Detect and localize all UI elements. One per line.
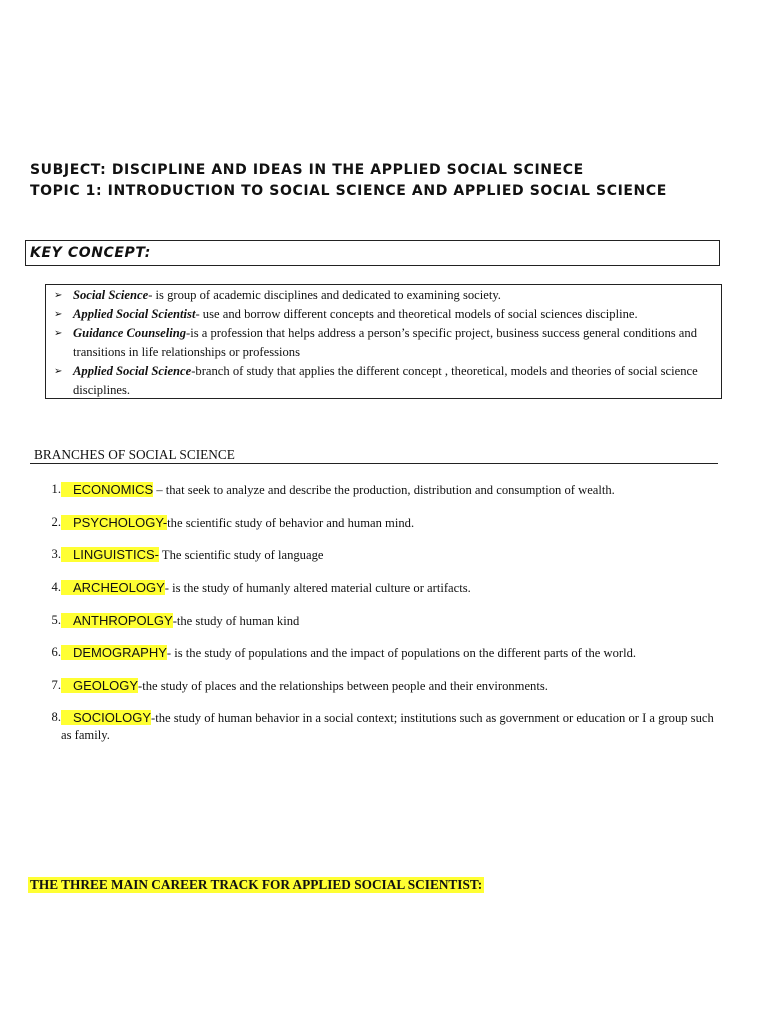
list-item	[45, 709, 725, 744]
definition-item	[54, 305, 714, 324]
list-number: 1.	[51, 482, 61, 496]
branch-description: the scientific study of behavior and human mind.	[167, 516, 415, 530]
branch-term: LINGUISTICS-	[61, 547, 159, 562]
subject-heading: SUBJECT: DISCIPLINE AND IDEAS IN THE APPLIED SOCIAL SCINECE	[30, 162, 584, 178]
list-item	[45, 644, 725, 662]
list-item	[45, 481, 725, 499]
branch-term: ARCHEOLOGY	[61, 580, 165, 595]
branch-term: ECONOMICS	[61, 482, 153, 497]
list-item	[45, 612, 725, 630]
definition-text: - use and borrow different concepts and theoretical models of social sciences discipline.	[195, 307, 638, 321]
key-concept-box	[25, 240, 720, 266]
career-track-heading: THE THREE MAIN CAREER TRACK FOR APPLIED SOCIAL SCIENTIST:	[30, 877, 483, 892]
key-concept-title: KEY CONCEPT:	[30, 245, 151, 261]
definitions-box	[45, 284, 722, 399]
list-item	[45, 514, 725, 532]
list-number: 5.	[51, 613, 61, 627]
list-number: 8.	[51, 710, 61, 724]
list-number: 3.	[51, 547, 61, 561]
definition-item	[54, 362, 714, 400]
branch-term: SOCIOLOGY	[61, 710, 151, 725]
list-item	[45, 546, 725, 564]
definition-text: - is group of academic disciplines and dedicated to examining society.	[148, 288, 501, 302]
list-number: 4.	[51, 580, 61, 594]
branch-term: DEMOGRAPHY	[61, 645, 167, 660]
branch-term: GEOLOGY	[61, 678, 138, 693]
arrowhead-bullet-icon: ➢	[54, 328, 63, 339]
definition-term: Social Science	[73, 288, 149, 302]
list-number: 6.	[51, 645, 61, 659]
definition-term: Guidance Counseling	[73, 326, 187, 340]
branch-description: - is the study of populations and the impact of populations on the different parts of the world.	[166, 646, 637, 660]
branch-description: The scientific study of language	[158, 548, 324, 562]
definition-item	[54, 324, 714, 362]
definition-item	[54, 286, 714, 305]
branch-term: PSYCHOLOGY-	[61, 515, 167, 530]
branch-description: – that seek to analyze and describe the production, distribution and consumption of wealth.	[153, 483, 615, 497]
arrowhead-bullet-icon: ➢	[54, 366, 63, 377]
definition-term: Applied Social Scientist	[73, 307, 196, 321]
topic-heading: TOPIC 1: INTRODUCTION TO SOCIAL SCIENCE AND APPLIED SOCIAL SCIENCE	[30, 183, 667, 199]
arrowhead-bullet-icon: ➢	[54, 290, 63, 301]
branch-description: - is the study of humanly altered material culture or artifacts.	[164, 581, 471, 595]
definition-text: -is a profession that helps address a person’s specific project, business success general conditions and transitions in life relationships or professions	[73, 326, 697, 359]
list-number: 2.	[51, 515, 61, 529]
definition-text: -branch of study that applies the different concept , theoretical, models and theories of social science disciplines.	[73, 364, 698, 397]
arrowhead-bullet-icon: ➢	[54, 309, 63, 320]
list-number: 7.	[51, 678, 61, 692]
branch-description: -the study of human behavior in a social context; institutions such as government or education or I a group such as family.	[61, 711, 714, 742]
list-item	[45, 677, 725, 695]
branch-term: ANTHROPOLGY	[61, 613, 173, 628]
definition-term: Applied Social Science	[73, 364, 192, 378]
branches-heading: BRANCHES OF SOCIAL SCIENCE	[34, 447, 235, 462]
branches-divider	[30, 463, 718, 464]
list-item	[45, 579, 725, 597]
branch-description: -the study of places and the relationships between people and their environments.	[138, 679, 548, 693]
branch-description: -the study of human kind	[172, 614, 300, 628]
